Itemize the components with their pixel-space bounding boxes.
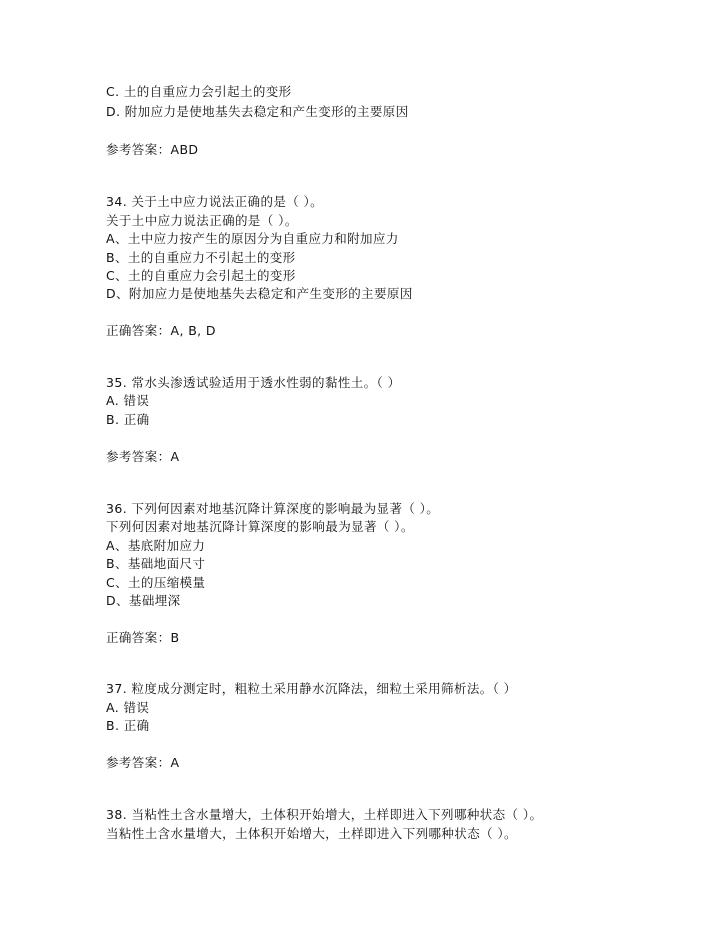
reference-answer-35: 参考答案：A: [106, 449, 180, 464]
question-36-option-a: A、基底附加应力: [106, 538, 206, 553]
question-36-title: 36. 下列何因素对地基沉降计算深度的影响最为显著（ ）。: [106, 501, 440, 516]
reference-answer-37: 参考答案：A: [106, 755, 180, 770]
question-37-option-a: A. 错误: [106, 700, 150, 715]
question-38-stem: 当粘性土含水量增大，土体积开始增大，土样即进入下列哪种状态（ ）。: [106, 826, 517, 841]
question-36-option-c: C、土的压缩模量: [106, 575, 206, 590]
option-c-previous: C. 土的自重应力会引起土的变形: [106, 84, 292, 99]
question-34-option-c: C、土的自重应力会引起土的变形: [106, 268, 296, 283]
question-34-stem: 关于土中应力说法正确的是（ ）。: [106, 213, 298, 228]
question-34-option-a: A、土中应力按产生的原因分为自重应力和附加应力: [106, 231, 399, 246]
question-37-title: 37. 粒度成分测定时，粗粒土采用静水沉降法，细粒土采用筛析法。（ ）: [106, 681, 517, 696]
question-34-title: 34. 关于土中应力说法正确的是（ ）。: [106, 194, 324, 209]
question-35-option-a: A. 错误: [106, 393, 150, 408]
question-34-option-d: D、附加应力是使地基失去稳定和产生变形的主要原因: [106, 286, 413, 301]
question-35-title: 35. 常水头渗透试验适用于透水性弱的黏性土。（ ）: [106, 375, 401, 390]
question-36-option-d: D、基础埋深: [106, 593, 181, 608]
question-36-stem: 下列何因素对地基沉降计算深度的影响最为显著（ ）。: [106, 519, 414, 534]
question-36-option-b: B、基础地面尺寸: [106, 556, 206, 571]
reference-answer-33: 参考答案：ABD: [106, 142, 199, 157]
question-38-title: 38. 当粘性土含水量增大，土体积开始增大，土样即进入下列哪种状态（ ）。: [106, 807, 543, 822]
correct-answer-36: 正确答案：B: [106, 630, 180, 645]
option-d-previous: D. 附加应力是使地基失去稳定和产生变形的主要原因: [106, 104, 409, 119]
question-37-option-b: B. 正确: [106, 718, 150, 733]
question-35-option-b: B. 正确: [106, 412, 150, 427]
correct-answer-34: 正确答案：A, B, D: [106, 323, 216, 338]
question-34-option-b: B、土的自重应力不引起土的变形: [106, 250, 296, 265]
